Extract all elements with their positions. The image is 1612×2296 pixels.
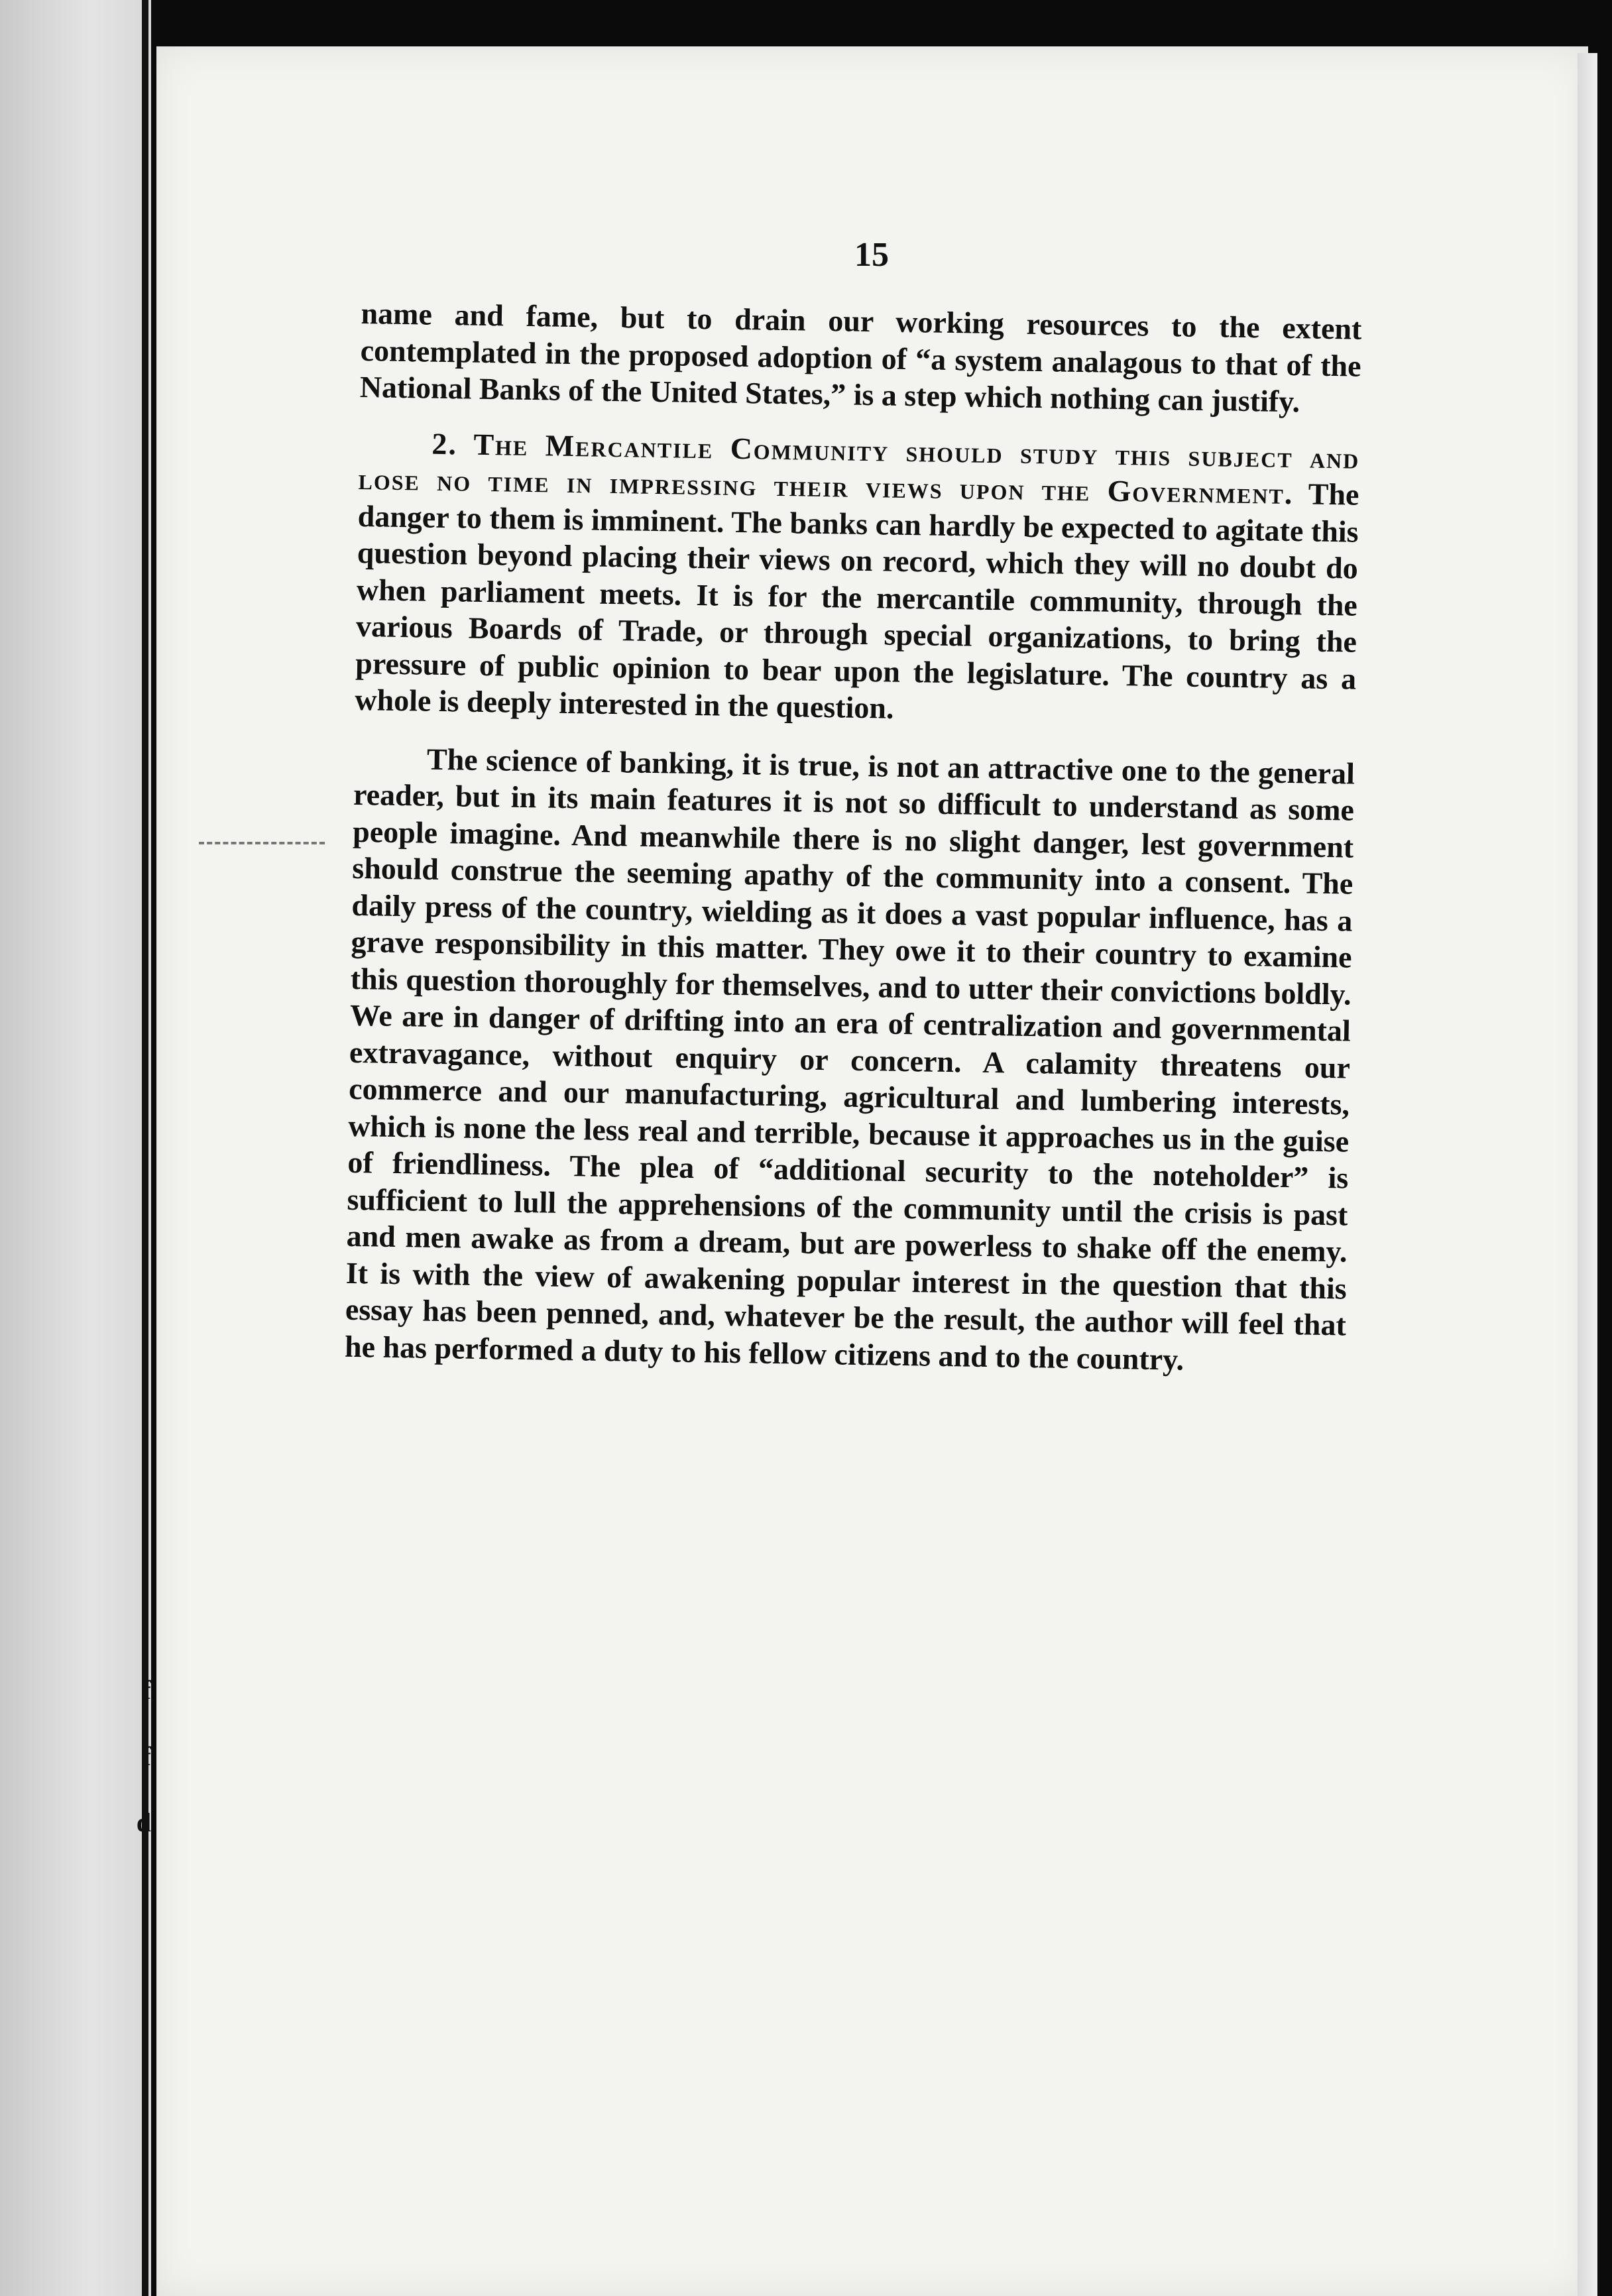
paragraph-1: name and fame, but to drain our working resources to the extent contemplated in the proposed adoption of “a system analagous to that of the National Banks of the United States,” is a step which nothing can justify. (359, 296, 1362, 419)
page-edge (1578, 53, 1597, 2296)
edge-letter: f (142, 1675, 151, 1705)
body-text (345, 295, 1362, 1381)
edge-letter: d (136, 1808, 151, 1837)
paragraph-2-body: The danger to them is imminent. The banks can hardly be expected to agitate this question beyond placing their views on record, which they will no doubt do when parliament meets. It is for the mercantile community, through the various Boards of Trade, or through special organizations, to bring the pressure of public opinion to bear upon the legislature. The country as a whole is deeply interested in the question. (355, 477, 1359, 725)
paragraph-2 (355, 424, 1360, 734)
page-number: 15 (854, 236, 889, 274)
facing-page (0, 0, 151, 2296)
page-gutter (142, 0, 148, 2296)
margin-mark (199, 842, 325, 848)
edge-letter: f (142, 1741, 151, 1771)
paragraph-3: The science of banking, it is true, is not an attractive one to the general reader, but in its main features it is not so difficult to understand as some people imagine. And meanwhile there is no slight danger, lest government should construe the seeming apathy of the community into a consent. The daily press of the country, wielding as it does a vast popular influence, has a grave responsibility in this matter. They owe it to their country to examine this question thoroughly for themselves, and to utter their convictions boldly. We are in danger of drifting into an era of centralization and governmental extravagance, without enquiry or concern. A calamity threatens our commerce and our manufacturing, agricultural and lumbering interests, which is none the less real and terrible, because it approaches us in the guise of friendliness. The plea of “additional security to the noteholder” is sufficient to lull the apprehensions of the community until the crisis is past and men awake as from a dream, but are powerless to shake off the enemy. It is with the view of awakening popular interest in the question that this essay has been penned, and, whatever be the result, the author will feel that he has performed a duty to his fellow citizens and to the country. (344, 742, 1355, 1377)
paragraph-2-heading: 2. The Mercantile Community should study this subject and lose no time in impressing their views upon the Government. (358, 426, 1360, 511)
facing-page-edge-text (125, 1657, 151, 1856)
